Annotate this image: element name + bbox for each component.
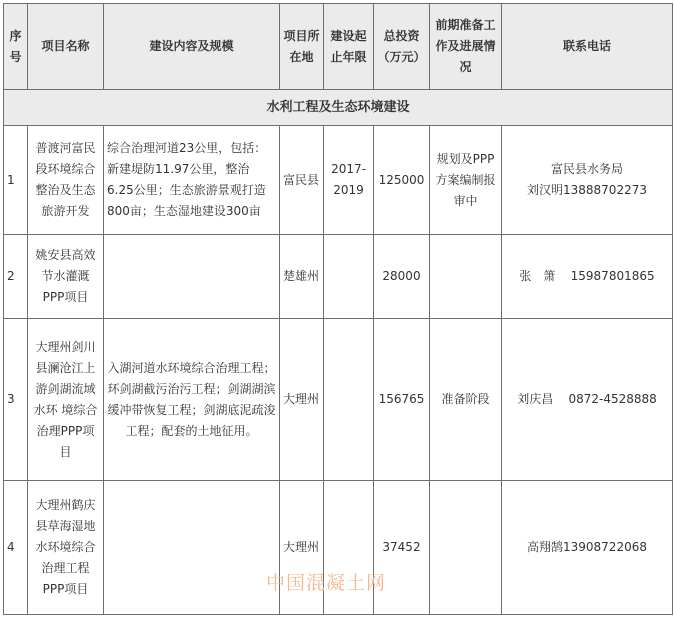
- cell-progress: 规划及PPP方案编制报审中: [430, 126, 502, 235]
- cell-investment: 28000: [374, 235, 430, 319]
- cell-name: 姚安县高效节水灌溉PPP项目: [28, 235, 104, 319]
- cell-content: 综合治理河道23公里，包括：新建堤防11.97公里，整治6.25公里；生态旅游景观打造800亩；生态湿地建设300亩: [104, 126, 280, 235]
- header-investment: 总投资（万元）: [374, 4, 430, 90]
- cell-contact: [502, 126, 673, 235]
- cell-progress: [430, 481, 502, 615]
- header-row: [4, 4, 673, 90]
- section-title: 水利工程及生态环境建设: [4, 90, 673, 126]
- header-progress: 前期准备工作及进展情况: [430, 4, 502, 90]
- cell-name: 大理州剑川县澜沧江上游剑湖流域水环 境综合治理PPP项目: [28, 319, 104, 481]
- cell-period: [324, 319, 374, 481]
- cell-seq: 4: [4, 481, 28, 615]
- cell-progress: [430, 235, 502, 319]
- cell-location: 楚雄州: [280, 235, 324, 319]
- cell-progress: 准备阶段: [430, 319, 502, 481]
- contact-name: 张 箫: [519, 269, 556, 283]
- table-row: [4, 319, 673, 481]
- cell-location: 大理州: [280, 319, 324, 481]
- cell-location: 富民县: [280, 126, 324, 235]
- cell-investment: 125000: [374, 126, 430, 235]
- header-location: 项目所在地: [280, 4, 324, 90]
- cell-content: [104, 235, 280, 319]
- cell-contact: [502, 319, 673, 481]
- cell-contact: [502, 235, 673, 319]
- project-table: [3, 3, 673, 615]
- cell-location: 大理州: [280, 481, 324, 615]
- contact-org: 富民县水务局: [550, 162, 623, 176]
- cell-name: 普渡河富民段环境综合整治及生态旅游开发: [28, 126, 104, 235]
- header-period: 建设起止年限: [324, 4, 374, 90]
- header-contact: 联系电话: [502, 4, 673, 90]
- cell-seq: 1: [4, 126, 28, 235]
- contact-phone: 刘汉明13888702273: [527, 183, 647, 197]
- contact-name: 刘庆昌: [517, 392, 554, 406]
- cell-investment: 37452: [374, 481, 430, 615]
- header-seq: 序号: [4, 4, 28, 90]
- cell-seq: 3: [4, 319, 28, 481]
- header-content: 建设内容及规模: [104, 4, 280, 90]
- cell-period: 2017-2019: [324, 126, 374, 235]
- header-name: 项目名称: [28, 4, 104, 90]
- cell-period: [324, 235, 374, 319]
- cell-name: 大理州鹤庆县草海湿地水环境综合治理工程 PPP项目: [28, 481, 104, 615]
- cell-content: [104, 481, 280, 615]
- cell-contact: 高翔鹄13908722068: [502, 481, 673, 615]
- cell-content: 入湖河道水环境综合治理工程；环剑湖截污治污工程；剑湖湖滨缓冲带恢复工程；剑湖底泥疏浚工程；配套的土地征用。: [104, 319, 280, 481]
- watermark: 中国混凝土网: [266, 572, 387, 594]
- table-row: [4, 235, 673, 319]
- cell-seq: 2: [4, 235, 28, 319]
- contact-phone: 0872-4528888: [568, 392, 657, 406]
- table-row: [4, 126, 673, 235]
- section-row: [4, 90, 673, 126]
- cell-investment: 156765: [374, 319, 430, 481]
- contact-phone: 15987801865: [570, 269, 655, 283]
